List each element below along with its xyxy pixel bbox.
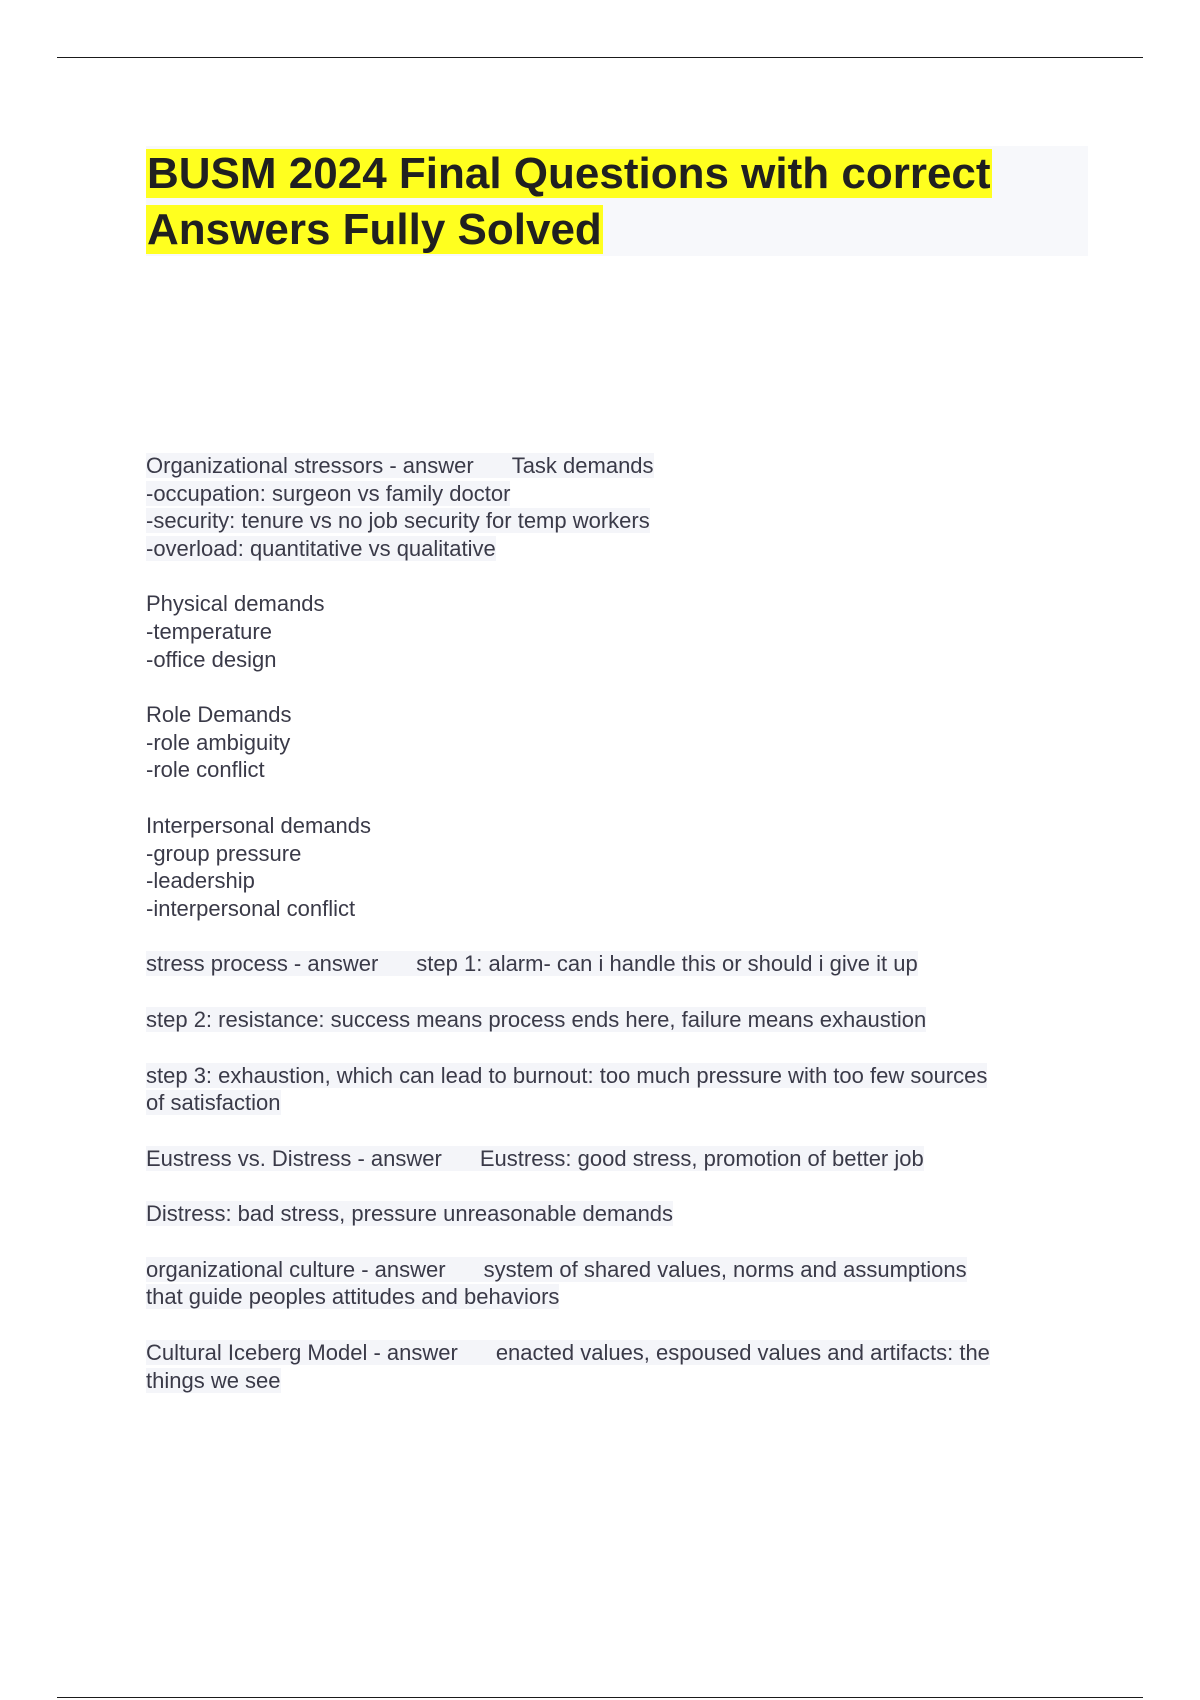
stress-step-3 [146, 1062, 1086, 1117]
term-cultural-iceberg: Cultural Iceberg Model - answer [146, 1340, 458, 1366]
list-item: -security: tenure vs no job security for temp workers [146, 508, 650, 534]
qa-content [146, 452, 1086, 1422]
answer-step-2: step 2: resistance: success means process ends here, failure means exhaustion [146, 1006, 927, 1032]
term-organizational-culture: organizational culture - answer [146, 1256, 446, 1282]
list-item: -leadership [146, 868, 255, 894]
list-item: -role conflict [146, 757, 265, 783]
answer-step-3-line-1: step 3: exhaustion, which can lead to burnout: too much pressure with too few sources [146, 1062, 988, 1088]
physical-demands-block [146, 590, 1086, 673]
document-title [146, 146, 1088, 258]
role-demands-block [146, 701, 1086, 784]
answer-iceberg-line-2: things we see [146, 1367, 281, 1393]
title-block [146, 146, 1088, 256]
answer-iceberg-line-1: enacted values, espoused values and artifacts: the [495, 1340, 990, 1366]
answer-step-3-line-2: of satisfaction [146, 1090, 281, 1116]
answer-task-demands: Task demands [511, 453, 654, 478]
title-line-2: Answers Fully Solved [147, 205, 602, 254]
interpersonal-demands-block [146, 812, 1086, 922]
term-organizational-stressors: Organizational stressors - answer [146, 453, 474, 478]
list-item: -group pressure [146, 840, 302, 866]
list-item: -temperature [146, 618, 272, 644]
interpersonal-demands-heading: Interpersonal demands [146, 812, 372, 838]
physical-demands-heading: Physical demands [146, 591, 325, 617]
answer-org-culture-line-2: that guide peoples attitudes and behaviors [146, 1284, 560, 1310]
role-demands-heading: Role Demands [146, 702, 292, 728]
answer-eustress: Eustress: good stress, promotion of better job [479, 1145, 924, 1171]
list-item: -overload: quantitative vs qualitative [146, 535, 496, 561]
qa-stress-process [146, 950, 1086, 978]
list-item: -interpersonal conflict [146, 895, 356, 921]
stress-step-2 [146, 1006, 1086, 1034]
footer-rule [57, 1697, 1143, 1698]
term-eustress-distress: Eustress vs. Distress - answer [146, 1145, 442, 1171]
qa-cultural-iceberg [146, 1339, 1086, 1394]
answer-org-culture-line-1: system of shared values, norms and assumptions [483, 1256, 967, 1282]
list-item: -occupation: surgeon vs family doctor [146, 480, 511, 506]
qa-organizational-stressors [146, 452, 1086, 562]
title-line-1: BUSM 2024 Final Questions with correct [147, 149, 991, 198]
answer-distress: Distress: bad stress, pressure unreasonable demands [146, 1201, 674, 1227]
term-stress-process: stress process - answer [146, 951, 379, 977]
qa-organizational-culture [146, 1256, 1086, 1311]
list-item: -office design [146, 646, 277, 672]
header-rule [57, 57, 1143, 58]
list-item: -role ambiguity [146, 729, 291, 755]
answer-step-1: step 1: alarm- can i handle this or should i give it up [416, 951, 918, 977]
qa-eustress-distress [146, 1145, 1086, 1173]
distress-block [146, 1200, 1086, 1228]
